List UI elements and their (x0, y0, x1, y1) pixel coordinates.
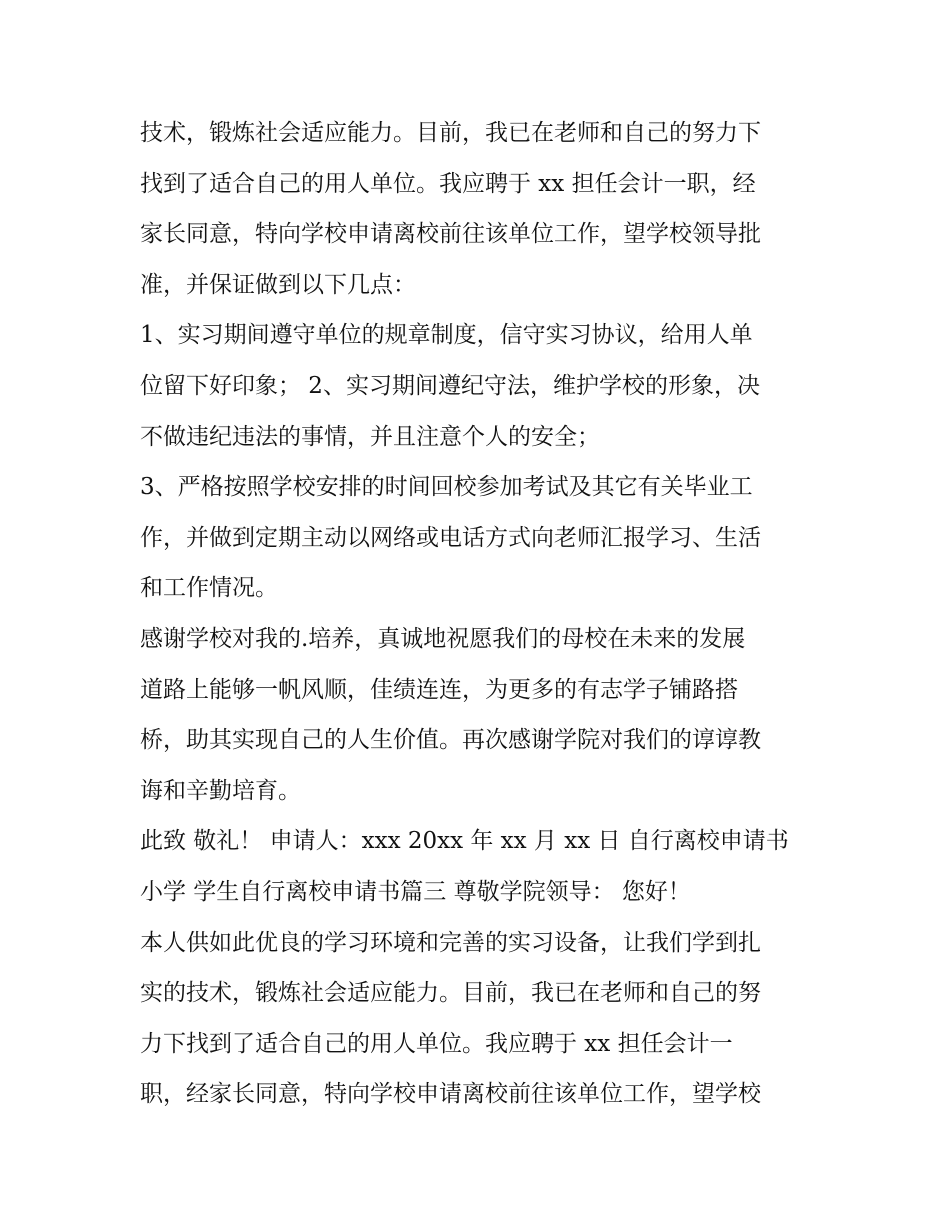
text-line: 3、严格按照学校安排的时间回校参加考试及其它有关毕业工 (140, 474, 753, 501)
text-line: 和工作情况。 (140, 575, 278, 602)
text-line: 诲和辛勤培育。 (140, 777, 301, 804)
text-line: 此致 敬礼！ 申请人：xxx 20xx 年 xx 月 xx 日 自行离校申请书 (140, 828, 789, 855)
text-line: 1、实习期间遵守单位的规章制度，信守实习协议，给用人单 (140, 322, 753, 349)
text-line: 感谢学校对我的.培养，真诚地祝愿我们的母校在未来的发展 (140, 625, 746, 652)
text-line: 力下找到了适合自己的用人单位。我应聘于 xx 担任会计一 (140, 1030, 733, 1057)
text-line: 家长同意，特向学校申请离校前往该单位工作，望学校领导批 (140, 221, 761, 248)
document-body (140, 108, 820, 1120)
text-line: 桥，助其实现自己的人生价值。再次感谢学院对我们的谆谆教 (140, 727, 761, 754)
text-line: 实的技术，锻炼社会适应能力。目前，我已在老师和自己的努 (140, 980, 761, 1007)
text-line: 道路上能够一帆风顺，佳绩连连，为更多的有志学子铺路搭 (140, 676, 738, 703)
text-line: 职，经家长同意，特向学校申请离校前往该单位工作，望学校 (140, 1081, 761, 1108)
text-line: 找到了适合自己的用人单位。我应聘于 xx 担任会计一职，经 (140, 170, 756, 197)
text-line: 准，并保证做到以下几点： (140, 271, 416, 298)
text-line: 技术，锻炼社会适应能力。目前，我已在老师和自己的努力下 (140, 120, 761, 146)
text-line: 位留下好印象； 2、实习期间遵纪守法，维护学校的形象，决 (140, 372, 760, 399)
text-line: 小学 学生自行离校申请书篇三 尊敬学院领导： 您好！ (140, 878, 691, 905)
text-line: 作，并做到定期主动以网络或电话方式向老师汇报学习、生活 (140, 524, 761, 551)
text-line: 不做违纪违法的事情，并且注意个人的安全； (140, 423, 600, 450)
text-line: 本人供如此优良的学习环境和完善的实习设备，让我们学到扎 (140, 929, 761, 956)
